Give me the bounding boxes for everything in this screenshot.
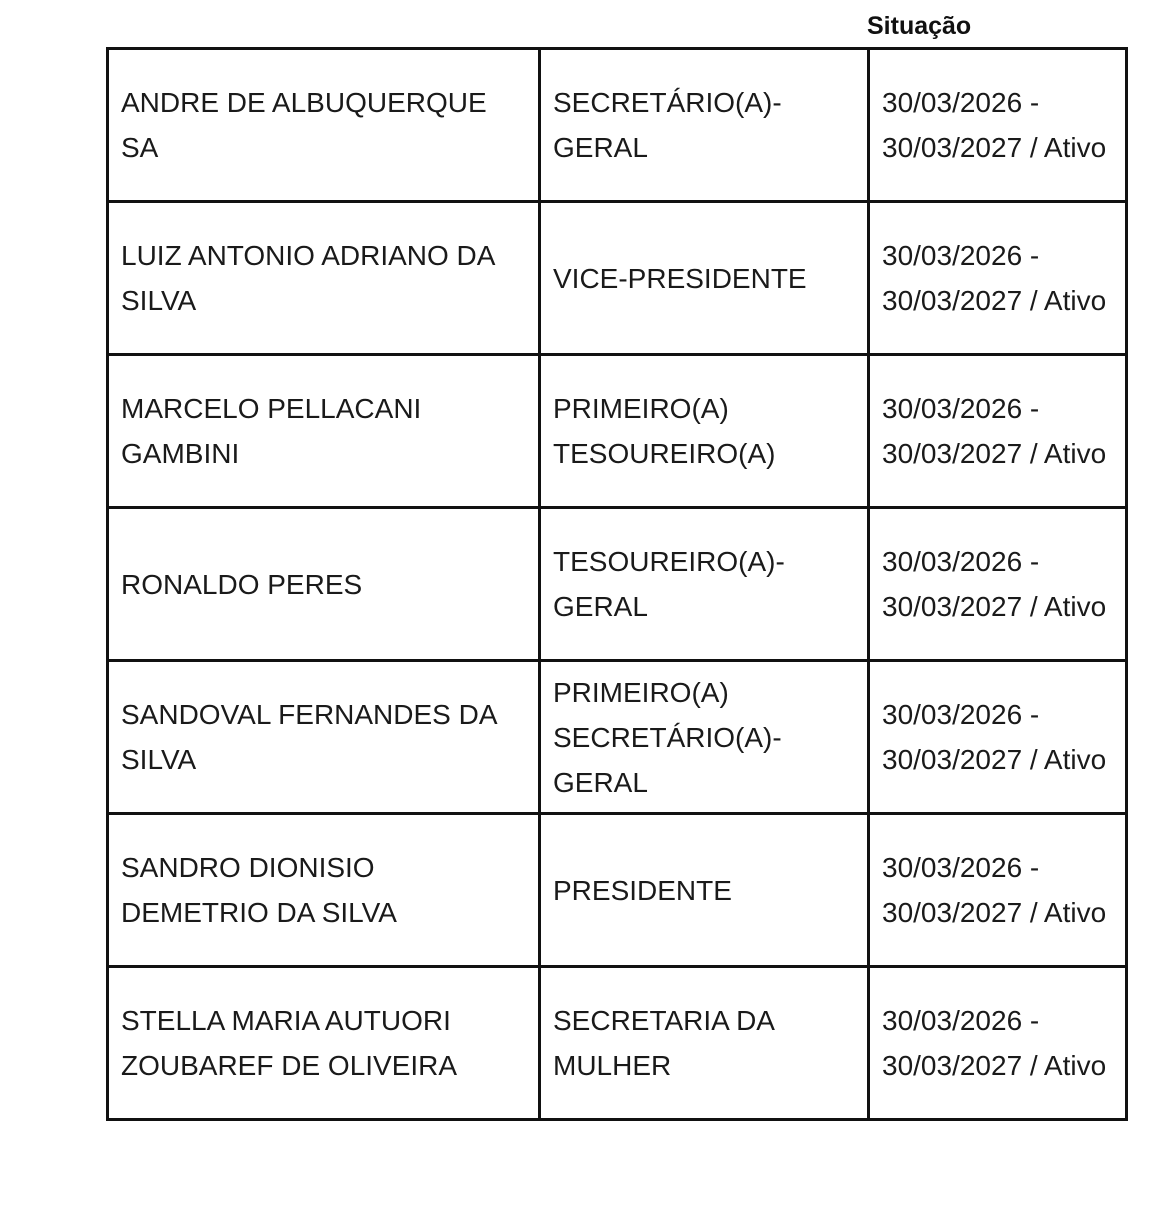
member-status-cell <box>869 661 1127 814</box>
member-name-cell <box>108 814 540 967</box>
member-status-cell <box>869 508 1127 661</box>
member-name: RONALDO PERES <box>121 568 363 600</box>
member-name: MARCELO PELLACANI GAMBINI <box>121 393 422 469</box>
member-role-cell <box>540 967 869 1120</box>
member-role-cell <box>540 202 869 355</box>
member-status: 30/03/2026 - 30/03/2027 / Ativo <box>882 699 1107 775</box>
table-row <box>108 355 1127 508</box>
member-role-cell <box>540 814 869 967</box>
member-role: PRIMEIRO(A) TESOUREIRO(A) <box>553 393 776 469</box>
member-status-cell <box>869 49 1127 202</box>
table-row <box>108 967 1127 1120</box>
member-status-cell <box>869 355 1127 508</box>
member-name: SANDRO DIONISIO DEMETRIO DA SILVA <box>121 852 397 928</box>
member-role: PRIMEIRO(A) SECRETÁRIO(A)-GERAL <box>553 676 782 798</box>
member-status: 30/03/2026 - 30/03/2027 / Ativo <box>882 240 1107 316</box>
member-role: TESOUREIRO(A)-GERAL <box>553 546 785 622</box>
member-role-cell <box>540 661 869 814</box>
member-role: SECRETARIA DA MULHER <box>553 1005 774 1081</box>
member-status-cell <box>869 202 1127 355</box>
member-name-cell <box>108 661 540 814</box>
member-name-cell <box>108 967 540 1120</box>
member-status: 30/03/2026 - 30/03/2027 / Ativo <box>882 546 1107 622</box>
member-name: SANDOVAL FERNANDES DA SILVA <box>121 699 496 775</box>
table-row <box>108 202 1127 355</box>
member-status: 30/03/2026 - 30/03/2027 / Ativo <box>882 87 1107 163</box>
member-status: 30/03/2026 - 30/03/2027 / Ativo <box>882 393 1107 469</box>
member-name: STELLA MARIA AUTUORI ZOUBAREF DE OLIVEIRA <box>121 1005 458 1081</box>
column-header-situacao: Situação <box>867 12 972 40</box>
table-row <box>108 508 1127 661</box>
member-status: 30/03/2026 - 30/03/2027 / Ativo <box>882 1005 1107 1081</box>
table-row <box>108 814 1127 967</box>
member-status-cell <box>869 814 1127 967</box>
member-name-cell <box>108 355 540 508</box>
table-row <box>108 661 1127 814</box>
member-role-cell <box>540 508 869 661</box>
member-role: VICE-PRESIDENTE <box>553 262 807 294</box>
member-name: LUIZ ANTONIO ADRIANO DA SILVA <box>121 240 494 316</box>
member-status-cell <box>869 967 1127 1120</box>
member-name-cell <box>108 508 540 661</box>
member-role-cell <box>540 355 869 508</box>
table-row <box>108 49 1127 202</box>
member-role: SECRETÁRIO(A)-GERAL <box>553 87 782 163</box>
member-status: 30/03/2026 - 30/03/2027 / Ativo <box>882 852 1107 928</box>
member-role-cell <box>540 49 869 202</box>
board-members-table <box>106 47 1128 1121</box>
member-name-cell <box>108 49 540 202</box>
member-role: PRESIDENTE <box>553 874 732 906</box>
member-name-cell <box>108 202 540 355</box>
member-name: ANDRE DE ALBUQUERQUE SA <box>121 87 487 163</box>
